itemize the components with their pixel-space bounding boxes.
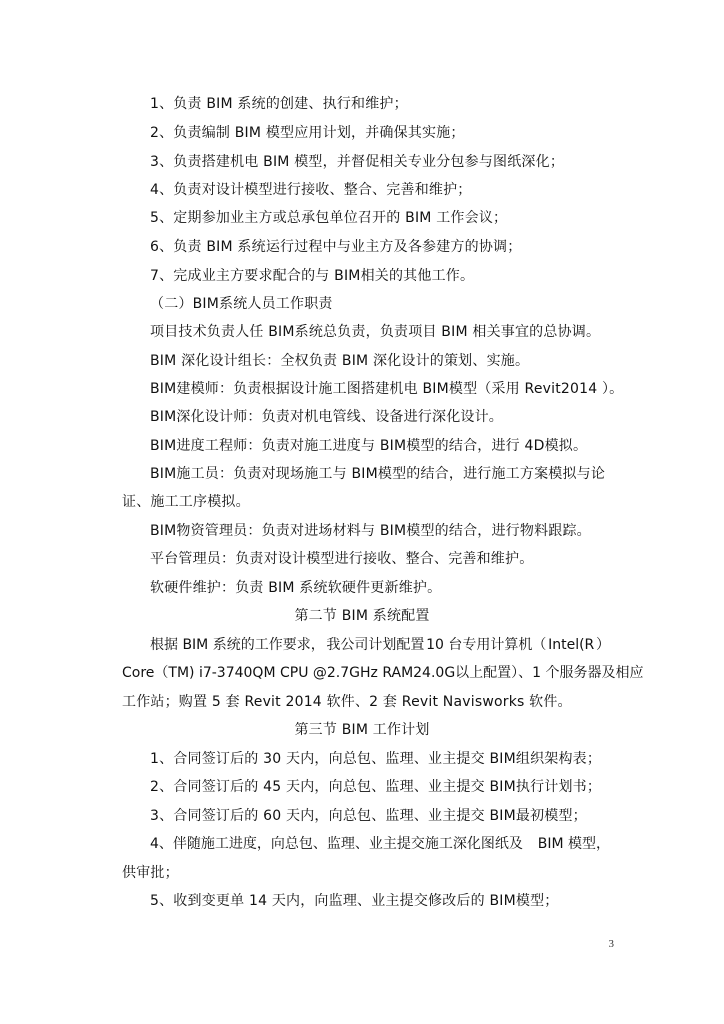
config-paragraph-line-2 bbox=[122, 663, 644, 683]
plan-item-4-text: 4、伴随施工进度，向总包、监理、业主提交施工深化图纸及 bbox=[150, 836, 523, 852]
config-text: 以上配置）、1 个服务器及相应 bbox=[455, 665, 644, 681]
config-text: 我公司计划配置 bbox=[326, 637, 425, 653]
duty-item-6: 6、负责 BIM 系统运行过程中与业主方及各参建方的协调； bbox=[150, 239, 522, 255]
section-sub-heading: （二）BIM系统人员工作职责 bbox=[150, 296, 333, 312]
role-item: 软硬件维护：负责 BIM 系统软硬件更新维护。 bbox=[150, 580, 442, 596]
config-text: 根据 BIM 系统的工作要求， bbox=[150, 637, 325, 653]
role-item: BIM深化设计师：负责对机电管线、设备进行深化设计。 bbox=[150, 409, 504, 425]
config-text: Core（TM) i7-3740QM CPU @2.7GHz RAM24.0G bbox=[122, 665, 456, 681]
plan-item-5: 5、收到变更单 14 天内，向监理、业主提交修改后的 BIM模型； bbox=[150, 893, 559, 909]
duty-item-4: 4、负责对设计模型进行接收、整合、完善和维护； bbox=[150, 182, 472, 198]
duty-item-7: 7、完成业主方要求配合的与 BIM相关的其他工作。 bbox=[150, 268, 475, 284]
plan-item-3: 3、合同签订后的 60 天内，向总包、监理、业主提交 BIM最初模型； bbox=[150, 808, 587, 824]
plan-item-2: 2、合同签订后的 45 天内，向总包、监理、业主提交 BIM执行计划书； bbox=[150, 779, 602, 795]
plan-item-1: 1、合同签订后的 30 天内，向总包、监理、业主提交 BIM组织架构表； bbox=[150, 751, 602, 767]
duty-item-3: 3、负责搭建机电 BIM 模型，并督促相关专业分包参与图纸深化； bbox=[150, 154, 565, 170]
role-item: 平台管理员：负责对设计模型进行接收、整合、完善和维护。 bbox=[150, 551, 534, 567]
role-item-continuation: 证、施工工序模拟。 bbox=[122, 494, 250, 510]
duty-item-2: 2、负责编制 BIM 模型应用计划，并确保其实施； bbox=[150, 125, 465, 141]
role-item: BIM建模师：负责根据设计施工图搭建机电 BIM模型（采用 Revit2014 ）。 bbox=[150, 381, 624, 397]
config-paragraph-line-3: 工作站；购置 5 套 Revit 2014 软件、2 套 Revit Navisworks 软件。 bbox=[122, 694, 572, 710]
section-3-heading: 第三节 BIM 工作计划 bbox=[294, 722, 430, 738]
duty-item-5: 5、定期参加业主方或总承包单位召开的 BIM 工作会议； bbox=[150, 210, 508, 226]
plan-item-4-continuation: 供审批； bbox=[122, 865, 179, 881]
role-item: BIM施工员：负责对现场施工与 BIM模型的结合，进行施工方案模拟与论 bbox=[150, 466, 606, 482]
config-text: Intel(R bbox=[548, 637, 595, 653]
plan-item-4 bbox=[150, 834, 610, 854]
section-2-heading: 第二节 BIM 系统配置 bbox=[294, 608, 430, 624]
duty-item-1: 1、负责 BIM 系统的创建、执行和维护； bbox=[150, 96, 408, 112]
config-text: ） bbox=[595, 637, 610, 653]
role-item: BIM进度工程师：负责对施工进度与 BIM模型的结合，进行 4D模拟。 bbox=[150, 438, 588, 454]
config-text: 10 台专用计算机（ bbox=[426, 637, 547, 653]
role-item: 项目技术负责人任 BIM系统总负责，负责项目 BIM 相关事宜的总协调。 bbox=[150, 324, 601, 340]
config-paragraph-line-1 bbox=[150, 635, 610, 655]
role-item: BIM 深化设计组长：全权负责 BIM 深化设计的策划、实施。 bbox=[150, 353, 530, 369]
role-item: BIM物资管理员：负责对进场材料与 BIM模型的结合，进行物料跟踪。 bbox=[150, 523, 591, 539]
plan-item-4-text: BIM 模型， bbox=[537, 836, 610, 852]
page-number: 3 bbox=[608, 938, 614, 950]
